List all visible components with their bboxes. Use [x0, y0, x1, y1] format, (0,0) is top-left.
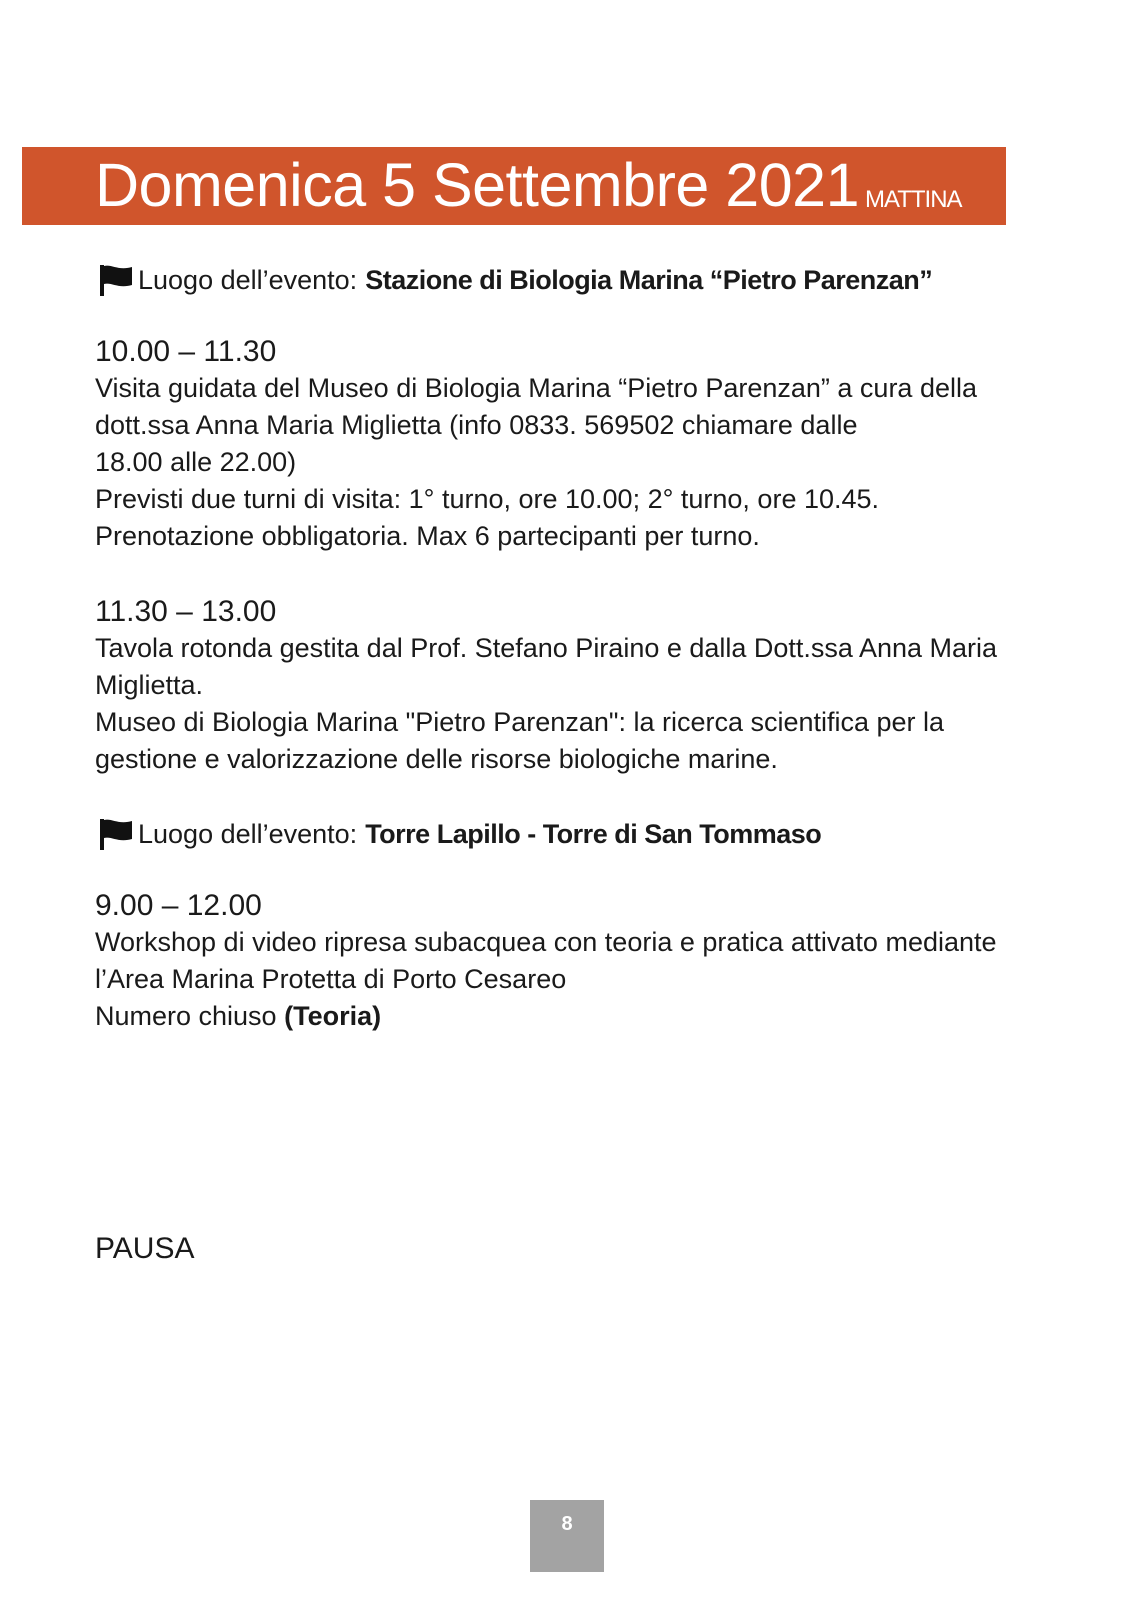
- venue-label: Luogo dell’evento:: [138, 264, 358, 295]
- flag-icon: [98, 816, 134, 852]
- event-line: gestione e valorizzazione delle risorse biologiche marine.: [95, 744, 778, 774]
- event-block: [95, 334, 1055, 555]
- event-closing-text: Numero chiuso: [95, 1001, 277, 1031]
- page-subtitle: MATTINA: [865, 186, 962, 213]
- event-time: 11.30 – 13.00: [95, 595, 277, 628]
- venue-label: Luogo dell’evento:: [138, 818, 358, 849]
- page-title: Domenica 5 Settembre 2021: [95, 151, 859, 219]
- event-line: l’Area Marina Protetta di Porto Cesareo: [95, 964, 567, 994]
- event-line: 18.00 alle 22.00): [95, 447, 297, 477]
- event-closing: [95, 998, 1055, 1035]
- event-line: Workshop di video ripresa subacquea con teoria e pratica attivato mediante: [95, 927, 997, 957]
- event-line: Tavola rotonda gestita dal Prof. Stefano Piraino e dalla Dott.ssa Anna Maria: [95, 633, 998, 663]
- flag-icon: [98, 262, 134, 298]
- event-time: 10.00 – 11.30: [95, 335, 277, 368]
- event-block: [95, 594, 1055, 778]
- venue-row: [98, 262, 932, 298]
- event-line: Previsti due turni di visita: 1° turno, ore 10.00; 2° turno, ore 10.45.: [95, 484, 880, 514]
- event-block: [95, 888, 1055, 1035]
- venue-row: [98, 816, 821, 852]
- venue-place: Torre Lapillo - Torre di San Tommaso: [365, 818, 822, 849]
- venue-place: Stazione di Biologia Marina “Pietro Parenzan”: [365, 264, 933, 295]
- page-number: 8: [530, 1500, 604, 1572]
- event-line: Prenotazione obbligatoria. Max 6 partecipanti per turno.: [95, 521, 760, 551]
- header-banner: [22, 147, 1006, 225]
- pausa-label: PAUSA: [95, 1232, 195, 1265]
- event-closing-bold: (Teoria): [284, 1001, 382, 1031]
- event-line: Visita guidata del Museo di Biologia Marina “Pietro Parenzan” a cura della: [95, 373, 977, 403]
- event-line: Miglietta.: [95, 670, 204, 700]
- event-time: 9.00 – 12.00: [95, 889, 262, 922]
- event-line: dott.ssa Anna Maria Miglietta (info 0833. 569502 chiamare dalle: [95, 410, 858, 440]
- event-line: Museo di Biologia Marina "Pietro Parenzan": la ricerca scientifica per la: [95, 707, 945, 737]
